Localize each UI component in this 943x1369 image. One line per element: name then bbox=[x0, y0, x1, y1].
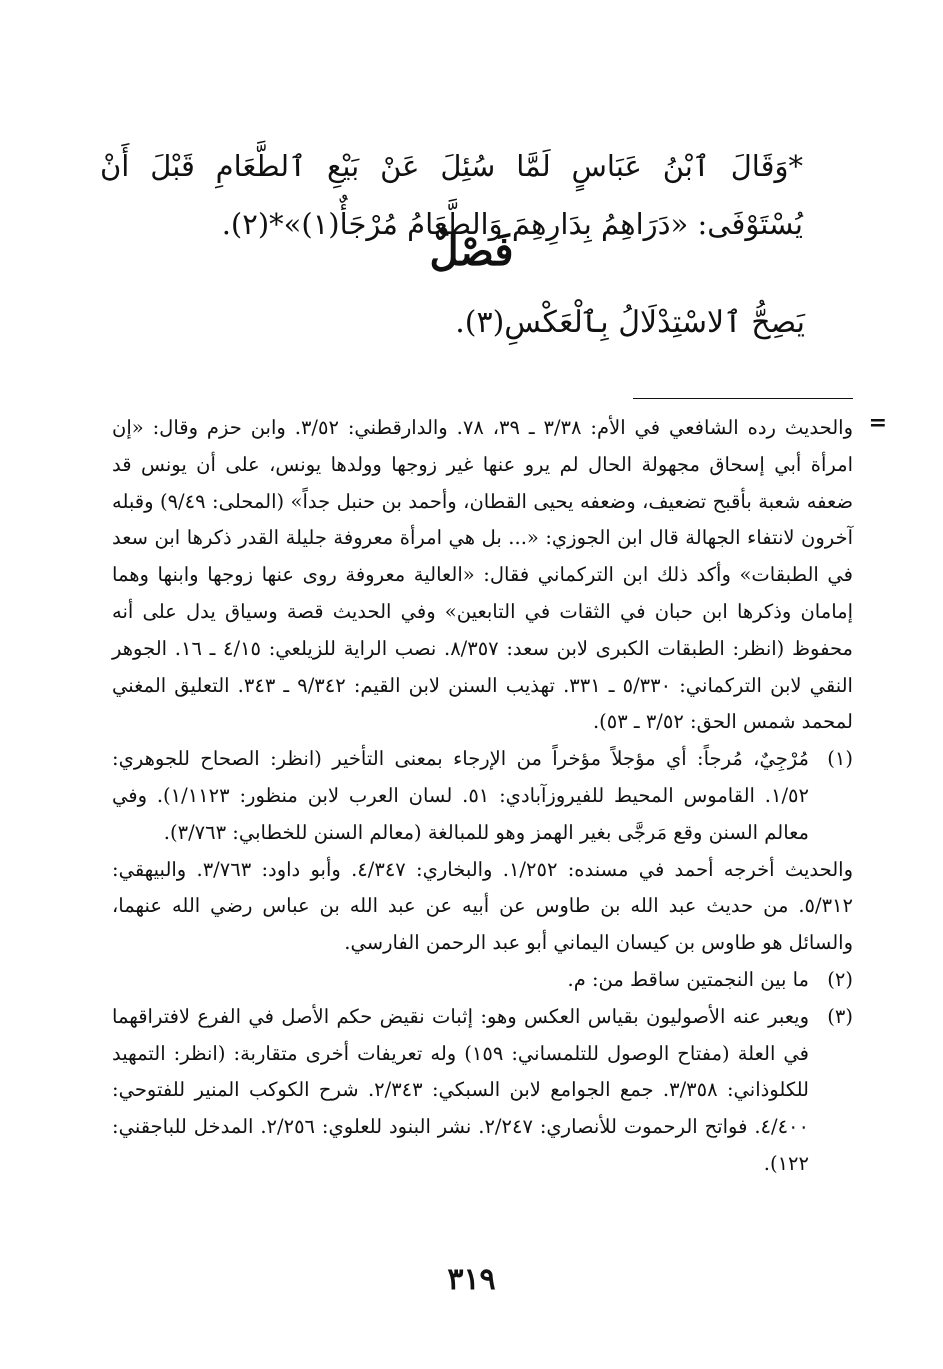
section-heading: فَصْلٌ bbox=[429, 228, 514, 275]
footnote-1 bbox=[112, 741, 853, 851]
page-number: ٣١٩ bbox=[447, 1262, 496, 1297]
footnote-3-text: ويعبر عنه الأصوليون بقياس العكس وهو: إثبات نقيض حكم الأصل في الفرع لافتراقهما في العلة (مفتاح الوصول للتلمساني: ١٥٩) وله تعريفات أخرى متقاربة: (انظر: التمهيد للكلوذاني: ٣/٣٥٨. جمع الجوامع لابن السبكي: ٢/٣٤٣. شرح الكوكب المنير للفتوحي: ٤/٤٠٠. فواتح الرحموت للأنصاري: ٢/٢٤٧. نشر البنود للعلوي: ٢/٢٥٦. المدخل للباجقني: ١٢٢). bbox=[112, 1004, 810, 1175]
footnote-2-text: ما بين النجمتين ساقط من: م. bbox=[567, 967, 809, 991]
footnote-divider bbox=[633, 398, 853, 399]
footnote-continued-text: والحديث رده الشافعي في الأم: ٣/٣٨ ـ ٣٩، ٧٨. والدارقطني: ٣/٥٢. وابن حزم وقال: «إن امرأة أبي إسحاق مجهولة الحال لم يرو عنها غير زوجها وولدها يونس، على أن يونس قد ضعفه شعبة بأقبح تضعيف، وضعفه يحيى القطان، وأحمد بن حنبل جداً» (المحلى: ٩/٤٩) وقبله آخرون لانتفاء الجهالة قال ابن الجوزي: «... بل هي امرأة معروفة جليلة القدر ذكرها ابن سعد في الطبقات» وأكد ذلك ابن التركماني فقال: «العالية معروفة روى عنها زوجها وابنها وهما إمامان وذكرها ابن حبان في الثقات في التابعين» وفي الحديث قصة وسياق يدل على أنه محفوظ (انظر: الطبقات الكبرى لابن سعد: ٨/٣٥٧. نصب الراية للزيلعي: ٤/١٥ ـ ١٦. الجوهر النقي لابن التركماني: ٥/٣٣٠ ـ ٣٣١. تهذيب السنن لابن القيم: ٩/٣٤٢ ـ ٣٤٣. التعليق المغني لمحمد شمس الحق: ٣/٥٢ ـ ٥٣). bbox=[112, 416, 854, 734]
footnotes-section bbox=[112, 410, 853, 1183]
footnote-2-number: (٢) bbox=[827, 967, 853, 991]
main-paragraph: *وَقَالَ ٱبْنُ عَبَاسٍ لَمَّا سُئِلَ عَنْ بَيْعِ ٱلطَّعَامِ قَبْلَ أَنْ يُسْتَوْفَى: «دَرَاهِمُ بِدَارِهِمَ وَالطَّعَامُ مُرْجَأٌ(١)»*(٢). bbox=[100, 149, 803, 241]
footnote-3 bbox=[112, 999, 853, 1183]
footnote-3-number: (٣) bbox=[827, 1004, 853, 1028]
footnote-1-extra-text: والحديث أخرجه أحمد في مسنده: ١/٢٥٢. والبخاري: ٤/٣٤٧. وأبو داود: ٣/٧٦٣. والبيهقي: ٥/٣١٢. من حديث عبد الله بن طاوس عن أبيه عن عبد الله بن عباس رضي الله عنهما، والسائل هو طاوس بن كيسان اليماني أبو عبد الرحمن الفارسي. bbox=[112, 857, 853, 955]
footnote-1-text: مُرْجِيٌ، مُرجاً: أي مؤجلاً مؤخراً من الإرجاء بمعنى التأخير (انظر: الصحاح للجوهري: ١/٥٢. القاموس المحيط للفيروزآبادي: ٥١. لسان العرب لابن منظور: ١/١١٢٣). وفي معالم السنن وقع مَرجَّى بغير الهمز وهو للمبالغة (معالم السنن للخطابي: ٣/٧٦٣). bbox=[112, 747, 810, 844]
footnote-continuation-mark: = bbox=[868, 410, 887, 436]
section-rule-text: يَصِحُّ ٱلاسْتِدْلَالُ بِٱلْعَكْسِ(٣). bbox=[455, 305, 805, 340]
footnote-2 bbox=[112, 962, 853, 999]
footnote-1-number: (١) bbox=[827, 747, 853, 771]
